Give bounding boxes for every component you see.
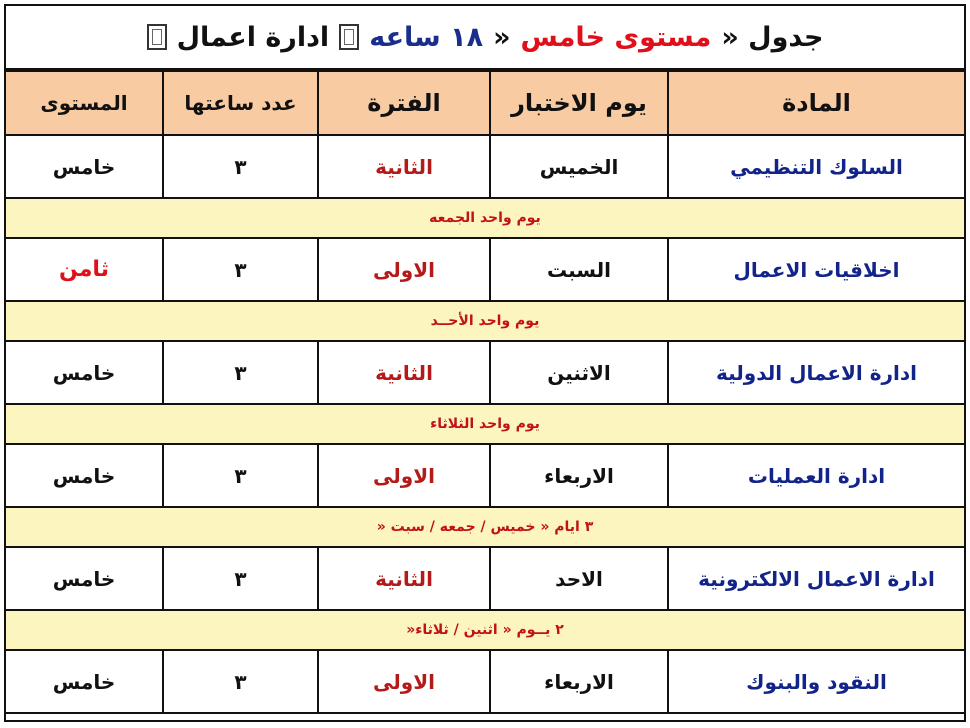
hours-cell: ٣ [163,341,318,404]
subject-cell: ادارة العمليات [668,444,964,507]
subject-cell: ادارة الاعمال الدولية [668,341,964,404]
title-level: مستوى خامس [520,21,712,53]
hours-cell: ٣ [163,238,318,301]
header-exam-day: يوم الاختبار [490,71,668,135]
separator-row [6,507,964,547]
subject-cell: النقود والبنوك [668,650,964,713]
table-row [6,444,964,507]
title-department: ادارة اعمال [176,21,330,53]
header-subject: المادة [668,71,964,135]
separator-row [6,301,964,341]
separator-note: يوم واحد الثلاثاء [6,404,964,444]
subject-cell: اخلاقيات الاعمال [668,238,964,301]
level-cell: خامس [6,135,163,198]
header-hours: عدد ساعتها [163,71,318,135]
level-cell: خامس [6,547,163,610]
table-row [6,650,964,713]
level-cell: خامس [6,341,163,404]
day-cell: الاربعاء [490,444,668,507]
exam-schedule-sheet [4,4,966,722]
title-prefix: جدول « [721,21,824,53]
table-row [6,341,964,404]
period-cell: الاولى [318,444,490,507]
separator-note: ٣ ايام « خميس / جمعه / سبت « [6,507,964,547]
day-cell: الاربعاء [490,650,668,713]
table-row [6,238,964,301]
separator-note: يوم واحد الجمعه [6,198,964,238]
subject-cell: ادارة الاعمال الالكترونية [668,547,964,610]
title-quote: « [493,21,511,53]
separator-row [6,610,964,650]
period-cell: الاولى [318,650,490,713]
level-cell: خامس [6,444,163,507]
period-cell: الثانية [318,341,490,404]
title-hours: ١٨ ساعه [369,21,484,53]
level-cell: ثامن [6,238,163,301]
day-cell: الاثنين [490,341,668,404]
header-level: المستوى [6,71,163,135]
period-cell: الثانية [318,547,490,610]
hours-cell: ٣ [163,444,318,507]
day-cell: الخميس [490,135,668,198]
box-glyph-icon [147,24,167,50]
day-cell: الاحد [490,547,668,610]
separator-note: يوم واحد الأحــد [6,301,964,341]
separator-row [6,404,964,444]
hours-cell: ٣ [163,135,318,198]
period-cell: الاولى [318,238,490,301]
separator-note: ٢ يــوم « اثنين / ثلاثاء« [6,610,964,650]
subject-cell: السلوك التنظيمي [668,135,964,198]
box-glyph-icon [339,24,359,50]
table-row [6,135,964,198]
table-row [6,547,964,610]
header-row [6,71,964,135]
hours-cell: ٣ [163,547,318,610]
page-title [6,6,964,70]
schedule-table [6,70,964,714]
separator-row [6,198,964,238]
period-cell: الثانية [318,135,490,198]
level-cell: خامس [6,650,163,713]
hours-cell: ٣ [163,650,318,713]
day-cell: السبت [490,238,668,301]
header-period: الفترة [318,71,490,135]
